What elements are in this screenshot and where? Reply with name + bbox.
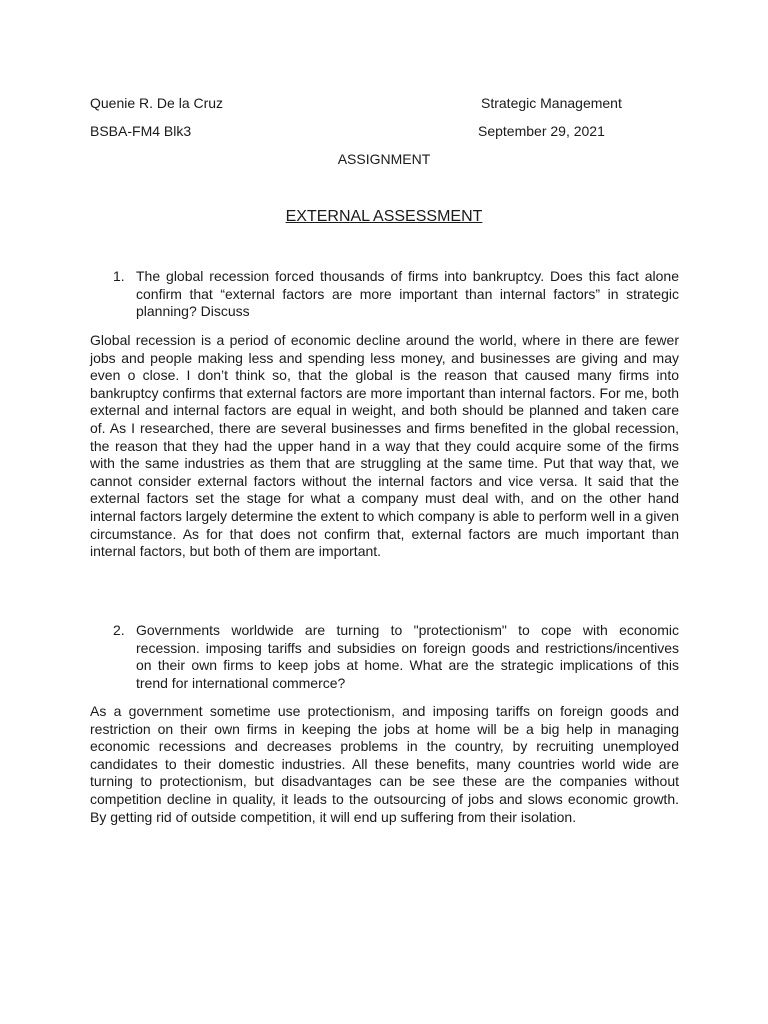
page-title: EXTERNAL ASSESSMENT (285, 208, 483, 225)
question-text: Governments worldwide are turning to "protectionism" to cope with economic recession. imposing tariffs and subsidies on foreign goods and restrictions/incentives on their own firms to keep jobs at home. What are the strategic implications of this trend for international commerce? (136, 622, 679, 691)
course-name: Strategic Management (481, 95, 622, 111)
question-1 (113, 268, 679, 321)
question-number: 1. (113, 268, 125, 284)
student-name: Quenie R. De la Cruz (90, 95, 224, 111)
answer-1: Global recession is a period of economic decline around the world, where in there are fewer jobs and people making less and spending less money, and businesses are giving and may even o close. I don’t think so, that the global is the reason that caused many firms into bankruptcy confirms that external factors are more important than internal factors. For me, both external and internal factors are equal in weight, and both should be planned and taken care of. As I researched, there are several businesses and firms benefited in the global recession, the reason that they had the upper hand in a way that they could acquire some of the firms with the same industries as them that are struggling at the same time. Put that way that, we cannot consider external factors without the internal factors and vice versa. It said that the external factors set the stage for what a company must deal with, and on the other hand internal factors largely determine the extent to which company is able to perform well in a given circumstance. As for that does not confirm that, external factors are much important than internal factors, but both of them are important. (90, 332, 679, 560)
answer-2: As a government sometime use protectionism, and imposing tariffs on foreign goods and restriction on their own firms in keeping the jobs at home will be a big help in managing economic recessions and decreases problems in the country, by recruiting unemployed candidates to their domestic industries. All these benefits, many countries world wide are turning to protectionism, but disadvantages can be see these are the companies without competition decline in quality, it leads to the outsourcing of jobs and slows economic growth. By getting rid of outside competition, it will end up suffering from their isolation. (90, 703, 679, 825)
assignment-label: ASSIGNMENT (337, 151, 431, 167)
question-number: 2. (113, 622, 125, 638)
student-section: BSBA-FM4 Blk3 (90, 123, 192, 139)
question-text: The global recession forced thousands of firms into bankruptcy. Does this fact alone confirm that “external factors are more important than internal factors” in strategic planning? Discuss (136, 268, 679, 319)
question-2 (113, 622, 679, 692)
submission-date: September 29, 2021 (478, 123, 605, 139)
